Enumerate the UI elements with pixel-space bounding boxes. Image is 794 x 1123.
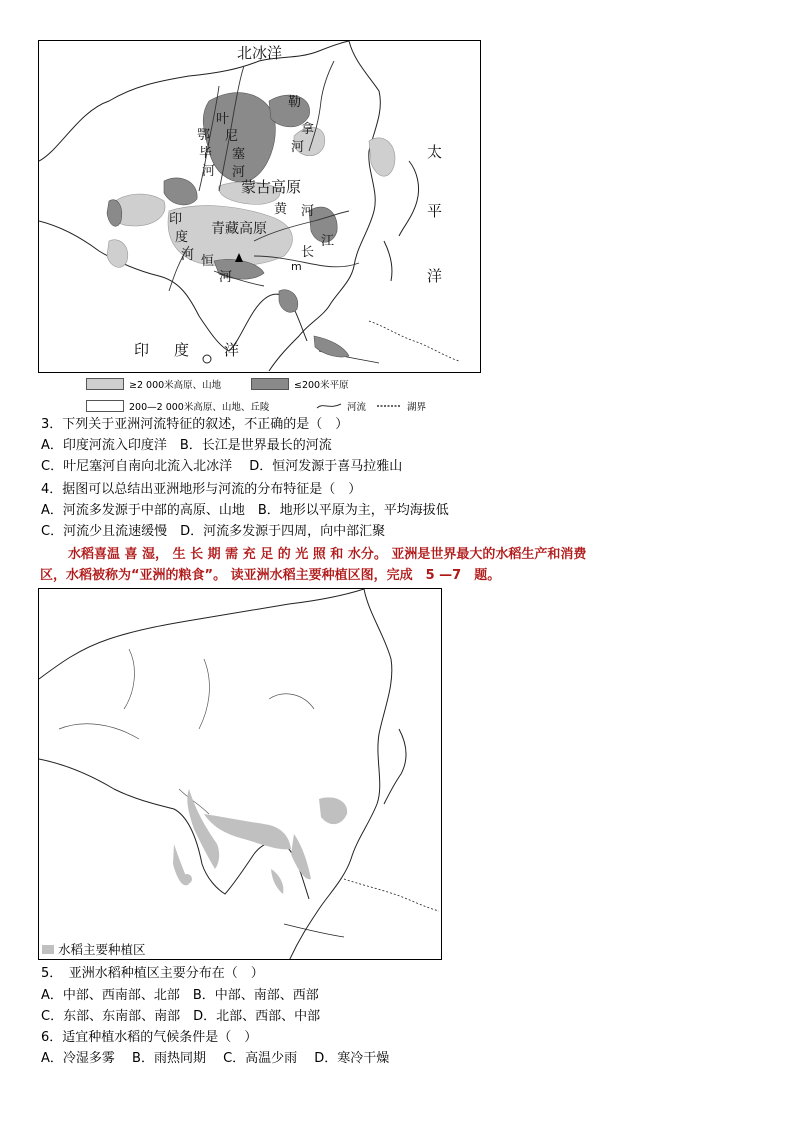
plain-swatch bbox=[251, 378, 289, 390]
legend-lake bbox=[376, 399, 426, 413]
question-3: 3．下列关于亚洲河流特征的叙述，不正确的是（ ） bbox=[41, 417, 349, 432]
question-5-options-ab: A．中部、西南部、北部 B．中部、南部、西部 bbox=[41, 988, 319, 1003]
indian-ocean-label-1: 印 bbox=[134, 341, 150, 359]
legend-river-label: 河流 bbox=[347, 402, 367, 413]
lena-label-2: 拿 bbox=[301, 122, 315, 137]
legend-high bbox=[86, 377, 221, 391]
arctic-ocean-label: 北冰洋 bbox=[237, 44, 283, 62]
intro-line-2: 区，水稻被称为“亚洲的粮食”。 读亚洲水稻主要种植区图，完成 5 —7 题。 bbox=[40, 568, 501, 583]
indus-label-2: 度 bbox=[175, 230, 189, 245]
indian-ocean-label-2: 度 bbox=[174, 341, 190, 359]
ob-label-2: 毕 bbox=[199, 146, 213, 161]
asia-terrain-river-map bbox=[38, 40, 481, 373]
question-3-options-ab: A．印度河流入印度洋 B．长江是世界最长的河流 bbox=[41, 438, 332, 453]
legend-lake-label: 湖界 bbox=[407, 402, 427, 413]
ganges-label-1: 恒 bbox=[201, 254, 215, 269]
asia-rice-map bbox=[38, 588, 442, 960]
yangtze-label-2: 江 bbox=[321, 234, 335, 249]
pacific-label-2: 平 bbox=[427, 202, 443, 220]
question-6-options: A．冷湿多雾 B．雨热同期 C．高温少雨 D．寒冷干燥 bbox=[41, 1051, 390, 1066]
ob-label-1: 鄂 bbox=[197, 128, 211, 143]
question-4-options-cd: C．河流少且流速缓慢 D．河流多发源于四周，向中部汇聚 bbox=[41, 524, 386, 539]
question-5-options-cd: C．东部、东南部、南部 D．北部、西部、中部 bbox=[41, 1009, 321, 1024]
lena-label-3: 河 bbox=[291, 140, 305, 155]
legend-plain bbox=[251, 377, 349, 391]
question-4-options-ab: A．河流多发源于中部的高原、山地 B．地形以平原为主，平均海拔低 bbox=[41, 503, 449, 518]
yellow-river-label-2: 河 bbox=[301, 204, 315, 219]
indian-ocean-label-3: 洋 bbox=[224, 341, 240, 359]
rice-legend-label: 水稻主要种植区 bbox=[58, 942, 146, 957]
legend-mid-label: 200—2 000米高原、山地、丘陵 bbox=[129, 402, 270, 413]
terrain-map-legend bbox=[86, 377, 446, 415]
indus-label-1: 印 bbox=[169, 212, 183, 227]
question-4: 4．据图可以总结出亚洲地形与河流的分布特征是（ ） bbox=[41, 482, 362, 497]
indus-label-3: 河 bbox=[181, 248, 195, 263]
ob-label-3: 河 bbox=[202, 164, 216, 179]
yangtze-label-1: 长 bbox=[301, 245, 315, 260]
yenisei-label-4: 河 bbox=[232, 165, 246, 180]
legend-high-label: ≥2 000米高原、山地 bbox=[129, 380, 222, 391]
yenisei-label-3: 塞 bbox=[232, 147, 246, 162]
rice-map-legend bbox=[40, 940, 148, 958]
high-swatch bbox=[86, 378, 124, 390]
question-5: 5． 亚洲水稻种植区主要分布在（ ） bbox=[41, 966, 264, 981]
mongolian-plateau-label: 蒙古高原 bbox=[241, 178, 302, 196]
legend-mid bbox=[86, 399, 269, 413]
rice-area-swatch bbox=[42, 945, 54, 954]
terrain-map-drawing bbox=[39, 41, 481, 373]
lena-label-1: 勒 bbox=[288, 95, 302, 110]
peak-mark-label: m bbox=[291, 260, 302, 273]
ganges-label-2: 河 bbox=[219, 270, 233, 285]
pacific-label-3: 洋 bbox=[427, 267, 443, 285]
yenisei-label-1: 叶 bbox=[216, 112, 230, 127]
pacific-label-1: 太 bbox=[427, 143, 443, 161]
question-3-options-cd: C．叶尼塞河自南向北流入北冰洋 D．恒河发源于喜马拉雅山 bbox=[41, 459, 403, 474]
river-line-icon bbox=[316, 401, 342, 411]
yenisei-label-2: 尼 bbox=[225, 129, 239, 144]
intro-line-1: 水稻喜温 喜 湿， 生 长 期 需 充 足 的 光 照 和 水分。 亚洲是世界最大的水稻生产和消费 bbox=[68, 547, 587, 562]
legend-plain-label: ≤200米平原 bbox=[294, 380, 349, 391]
yellow-river-label-1: 黄 bbox=[274, 202, 288, 217]
mid-swatch bbox=[86, 400, 124, 412]
rice-map-drawing bbox=[39, 589, 442, 960]
boundary-line-icon bbox=[376, 401, 402, 411]
legend-river bbox=[316, 399, 366, 413]
tibetan-plateau-label: 青藏高原 bbox=[211, 221, 267, 237]
question-6: 6．适宜种植水稻的气候条件是（ ） bbox=[41, 1030, 258, 1045]
